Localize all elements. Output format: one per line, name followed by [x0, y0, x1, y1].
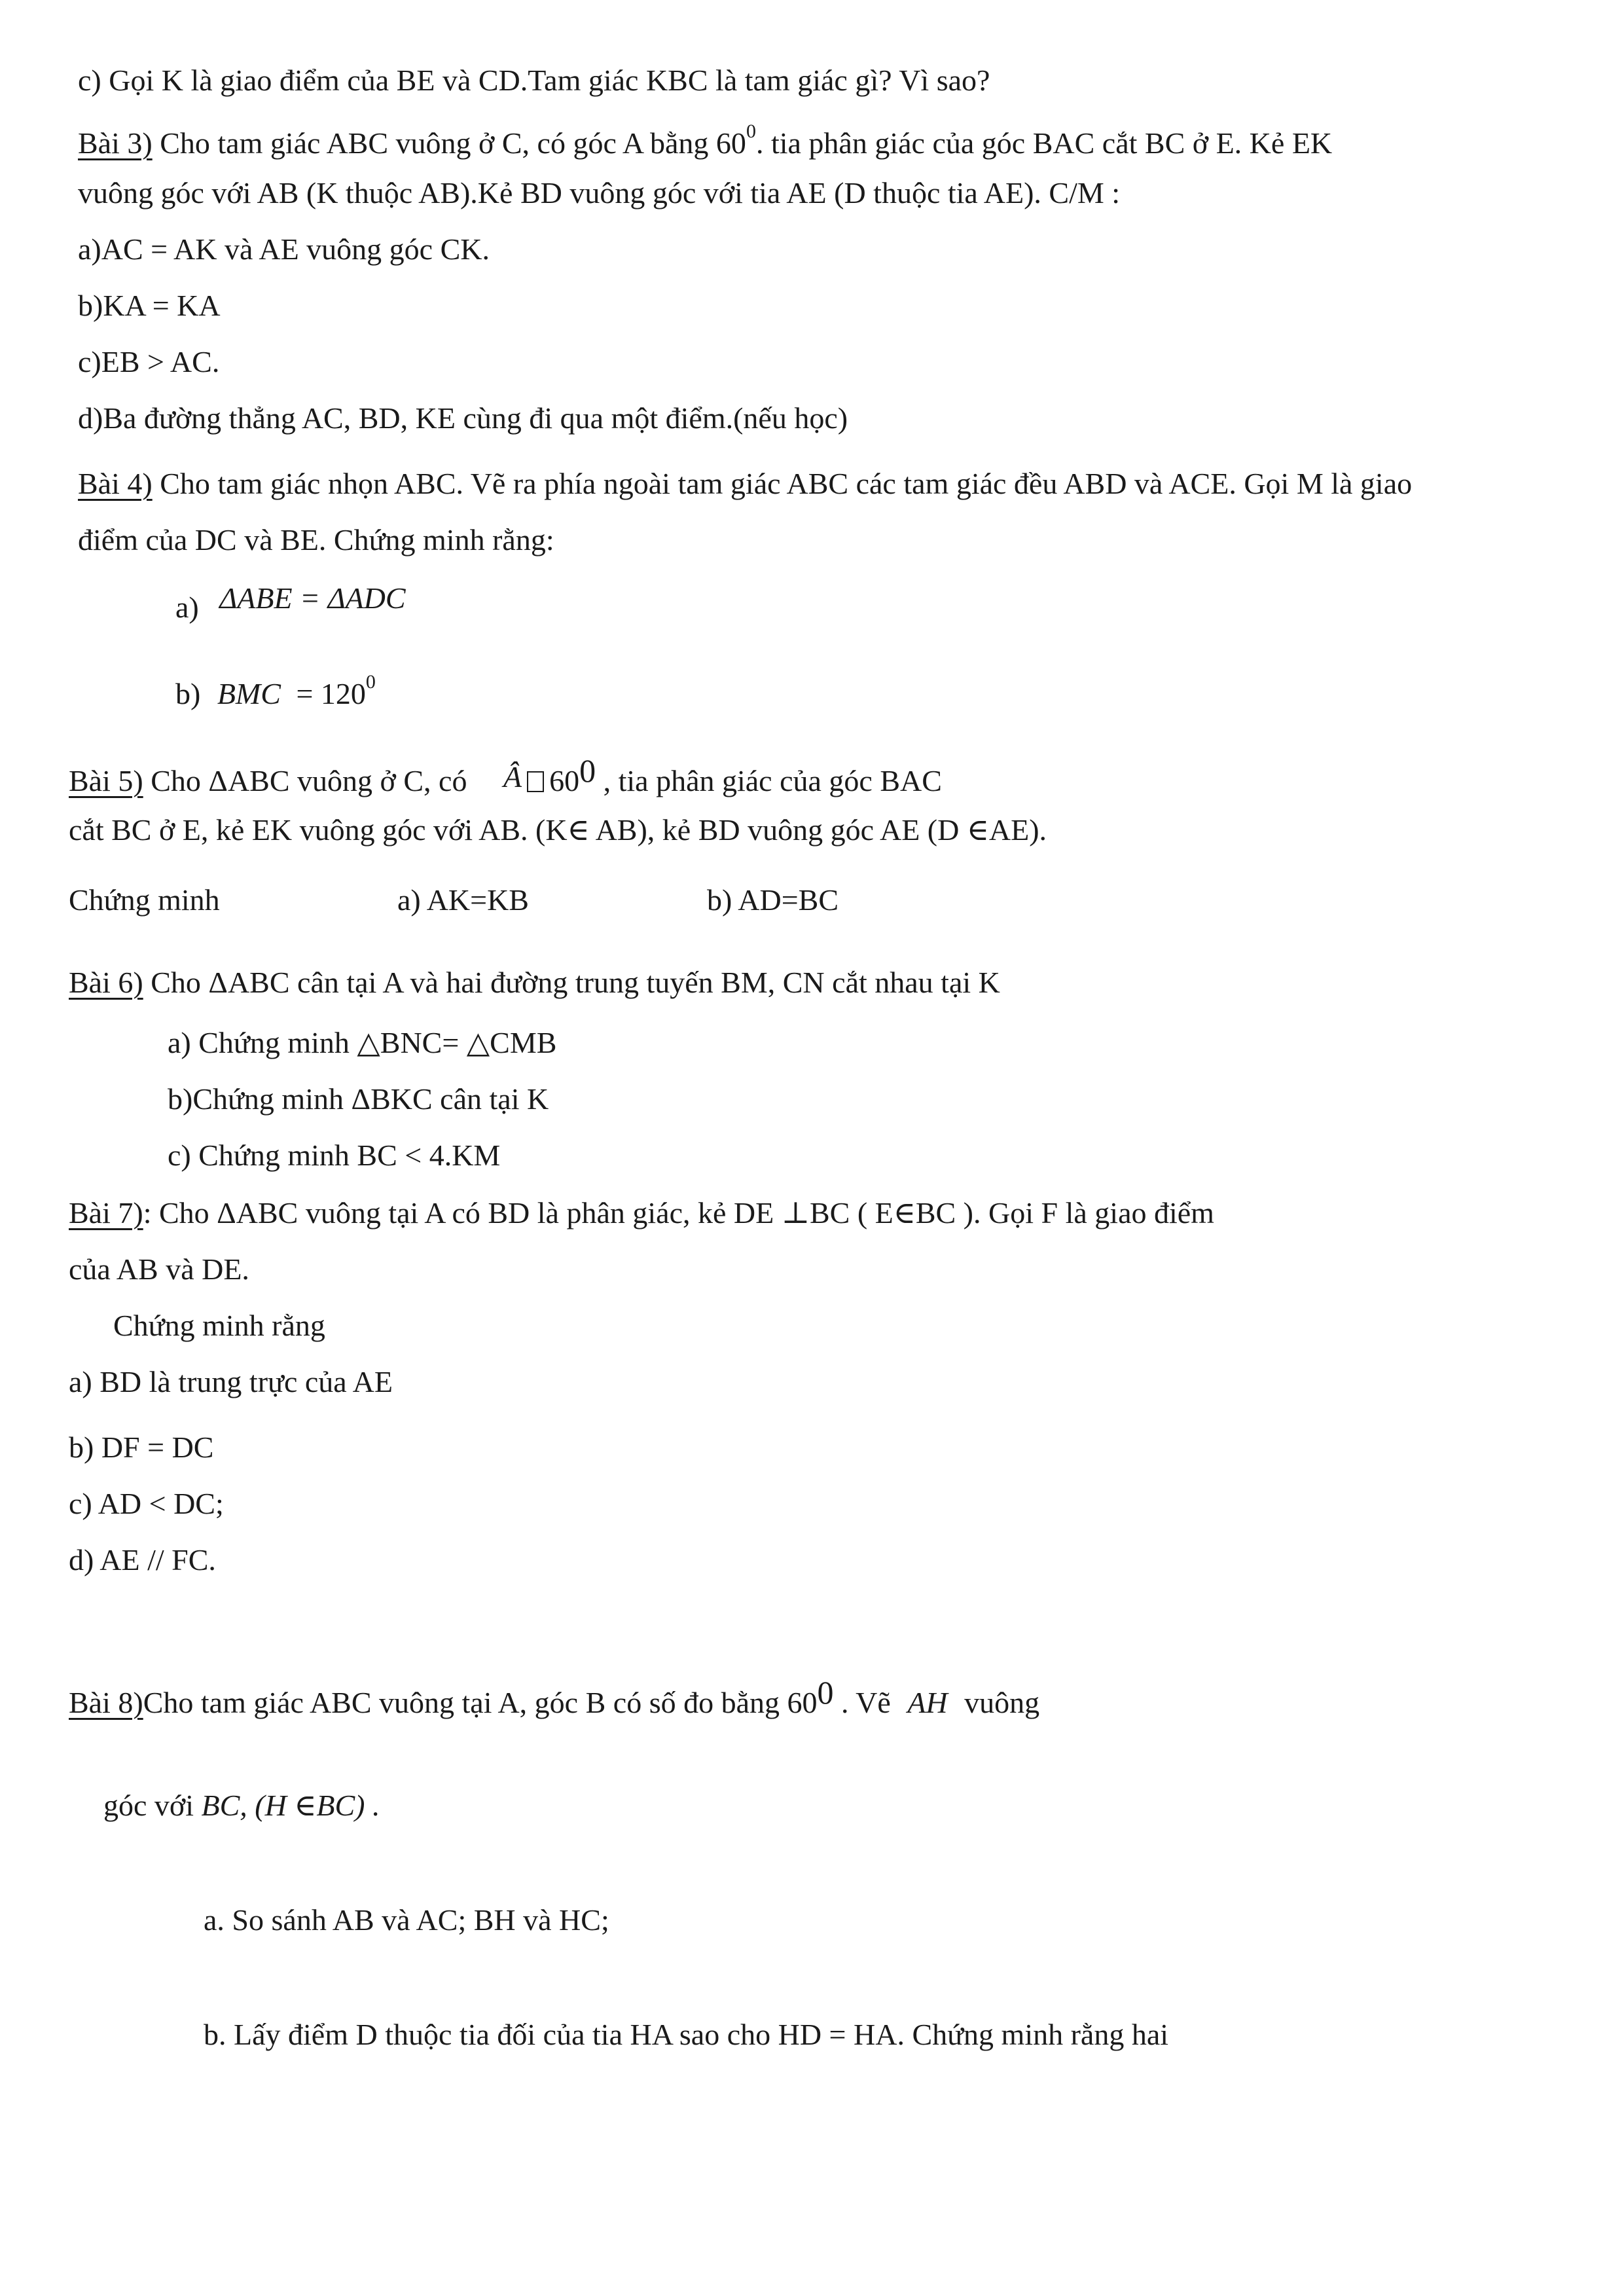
bai7-line1	[69, 1198, 1214, 1228]
bai6-line1-text: Cho ΔABC cân tại A và hai đường trung tuyến BM, CN cắt nhau tại K	[151, 966, 1000, 999]
bai5-label: Bài 5)	[69, 764, 143, 797]
bai5-line1-pre: Cho ΔABC vuông ở C, có	[151, 764, 467, 797]
bai5-line1-post: , tia phân giác của góc BAC	[603, 764, 942, 797]
bai3-part-d: d)Ba đường thẳng AC, BD, KE cùng đi qua một điểm.(nếu học)	[78, 401, 848, 435]
bai8-label: Bài 8)	[69, 1686, 143, 1719]
bai3-label: Bài 3)	[78, 126, 153, 160]
bai4-a-label: a)	[175, 591, 199, 624]
bai5-part-b: b) AD=BC	[707, 883, 839, 917]
bai7-line1-text: : Cho ΔABC vuông tại A có BD là phân giác, kẻ DE ⊥BC ( E∈BC ). Gọi F là giao điểm	[143, 1196, 1214, 1230]
bai3-line1-text: Cho tam giác ABC vuông ở C, có góc A bằng 60	[160, 126, 746, 160]
bai8-line2-BC: BC, (H ∈BC) .	[201, 1789, 380, 1822]
bai5-line1	[69, 754, 942, 796]
bai6-part-b: b)Chứng minh ΔBKC cân tại K	[168, 1082, 549, 1116]
bai5-part-a: a) AK=KB	[397, 883, 529, 917]
bai7-label: Bài 7)	[69, 1196, 143, 1230]
bai7-proof-label: Chứng minh rằng	[113, 1309, 325, 1342]
degree-superscript: 0	[579, 752, 596, 789]
degree-superscript: 0	[817, 1674, 834, 1711]
bai5-line2: cắt BC ở E, kẻ EK vuông góc với AB. (K∈ AB), kẻ BD vuông góc AE (D ∈AE).	[69, 813, 1047, 847]
bai4-b-angle: BMC	[217, 677, 281, 710]
bai4-b-label: b)	[175, 677, 201, 710]
bai5-angle-A: Â	[503, 760, 522, 793]
bai7-part-a: a) BD là trung trực của AE	[69, 1365, 393, 1398]
bai4-line2: điểm của DC và BE. Chứng minh rằng:	[78, 523, 554, 556]
degree-superscript: 0	[365, 671, 376, 693]
bai4-line1	[78, 469, 1412, 499]
bai7-part-d: d) AE // FC.	[69, 1543, 216, 1576]
missing-glyph-box-icon	[527, 771, 544, 792]
bai4-label: Bài 4)	[78, 467, 153, 500]
bai8-line1-end: vuông	[964, 1686, 1040, 1719]
bai6-label: Bài 6)	[69, 966, 143, 999]
bai8-segment-AH: AH	[907, 1686, 948, 1719]
bai7-part-c: c) AD < DC;	[69, 1487, 224, 1520]
bai6-part-a: a) Chứng minh △BNC= △CMB	[168, 1026, 557, 1059]
degree-superscript: 0	[746, 120, 756, 142]
bai8-line1-text: Cho tam giác ABC vuông tại A, góc B có số đo bằng 60	[143, 1686, 818, 1719]
bai6-part-c: c) Chứng minh BC < 4.KM	[168, 1139, 501, 1172]
bai8-part-a: a. So sánh AB và AC; BH và HC;	[204, 1903, 609, 1937]
bai3-line1	[78, 122, 1332, 158]
bai3-part-a: a)AC = AK và AE vuông góc CK.	[78, 232, 490, 266]
bai4-line1-text: Cho tam giác nhọn ABC. Vẽ ra phía ngoài tam giác ABC các tam giác đều ABD và ACE. Gọi M là giao	[160, 467, 1413, 500]
bai5-proof-label: Chứng minh	[69, 883, 220, 917]
bai5-angle-value: 60	[549, 764, 580, 797]
bai8-line1-mid: . Vẽ	[841, 1686, 891, 1719]
bai7-part-b: b) DF = DC	[69, 1430, 214, 1464]
bai4-b-value: = 120	[296, 677, 366, 710]
bai8-line2-pre: góc với	[103, 1789, 194, 1822]
bai4-part-a	[175, 581, 406, 624]
bai4-part-b	[175, 672, 376, 709]
bai3-line1-rest: . tia phân giác của góc BAC cắt BC ở E. Kẻ EK	[755, 126, 1333, 160]
bai6-line1	[69, 968, 1000, 998]
bai3-part-c: c)EB > AC.	[78, 345, 220, 378]
intro-part-c: c) Gọi K là giao điểm của BE và CD.Tam giác KBC là tam giác gì? Vì sao?	[78, 64, 990, 97]
bai7-line2: của AB và DE.	[69, 1252, 249, 1286]
bai4-a-expression: ΔABE = ΔADC	[219, 581, 406, 615]
bai8-line1	[69, 1676, 1039, 1718]
bai8-line2	[103, 1791, 380, 1821]
bai3-line2: vuông góc với AB (K thuộc AB).Kẻ BD vuông góc với tia AE (D thuộc tia AE). C/M :	[78, 176, 1121, 210]
bai3-part-b: b)KA = KA	[78, 289, 221, 322]
bai8-part-b: b. Lấy điểm D thuộc tia đối của tia HA sao cho HD = HA. Chứng minh rằng hai	[204, 2018, 1169, 2051]
